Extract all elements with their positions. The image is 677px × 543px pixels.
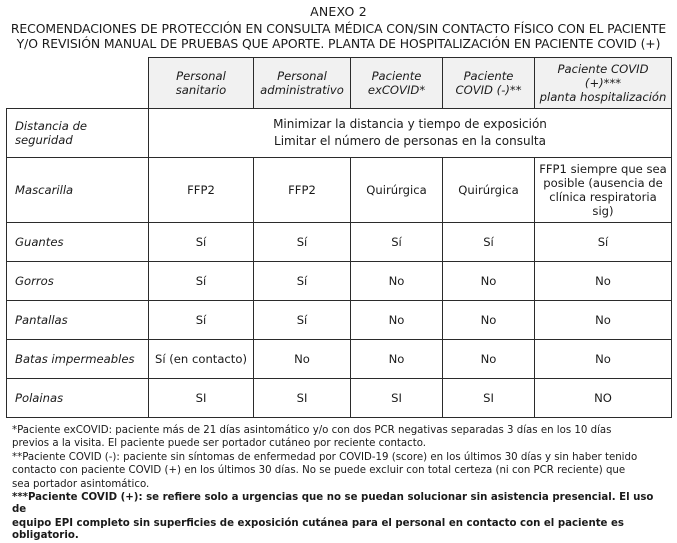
page-title-line-2: Y/O REVISIÓN MANUAL DE PRUEBAS QUE APORTE. PLANTA DE HOSPITALIZACIÓN EN PACIENTE COVID (+) [16, 36, 661, 51]
cell-batas-paciente-covid-positivo: No [535, 340, 672, 379]
column-header-line-1: Paciente [371, 69, 422, 83]
table-row-mascarilla [7, 158, 672, 223]
table-row-distancia [7, 109, 672, 158]
column-header-line-2: COVID (-)** [455, 83, 522, 97]
cell-batas-personal-sanitario: Sí (en contacto) [149, 340, 254, 379]
cell-polainas-paciente-excovid: SI [351, 379, 443, 418]
cell-line-1: Minimizar la distancia y tiempo de exposición [273, 117, 547, 131]
row-label-batas-impermeables: Batas impermeables [7, 340, 149, 379]
column-header-line-2: sanitario [175, 83, 227, 97]
cell-pantallas-personal-administrativo: Sí [254, 301, 351, 340]
table-row-polainas [7, 379, 672, 418]
row-label-mascarilla: Mascarilla [7, 158, 149, 223]
column-header-line-1: Personal [176, 69, 226, 83]
table-row-pantallas [7, 301, 672, 340]
cell-batas-paciente-excovid: No [351, 340, 443, 379]
column-header-paciente-covid-positivo [535, 58, 672, 109]
footnote-covid-negativo-line-3: sea portador asintomático. [12, 478, 150, 490]
row-label-line-2: seguridad [15, 133, 73, 147]
column-header-paciente-covid-negativo [443, 58, 535, 109]
cell-mascarilla-paciente-covid-positivo: FFP1 siempre que sea posible (ausencia de clínica respiratoria sig) [535, 158, 672, 223]
cell-mascarilla-paciente-excovid: Quirúrgica [351, 158, 443, 223]
page-title-line-1: RECOMENDACIONES DE PROTECCIÓN EN CONSULTA MÉDICA CON/SIN CONTACTO FÍSICO CON EL PACIENTE [10, 21, 667, 36]
cell-guantes-personal-administrativo: Sí [254, 223, 351, 262]
cell-polainas-paciente-covid-positivo: NO [535, 379, 672, 418]
column-header-paciente-excovid [351, 58, 443, 109]
cell-guantes-paciente-covid-negativo: Sí [443, 223, 535, 262]
column-header-line-1: Paciente COVID (+)*** [557, 62, 649, 90]
cell-guantes-paciente-covid-positivo: Sí [535, 223, 672, 262]
cell-batas-paciente-covid-negativo: No [443, 340, 535, 379]
cell-polainas-personal-sanitario: SI [149, 379, 254, 418]
cell-gorros-personal-administrativo: Sí [254, 262, 351, 301]
cell-mascarilla-paciente-covid-negativo: Quirúrgica [443, 158, 535, 223]
column-header-line-2: planta hospitalización [539, 90, 667, 104]
row-label-distancia [7, 109, 149, 158]
cell-guantes-paciente-excovid: Sí [351, 223, 443, 262]
page-title [6, 21, 671, 51]
cell-distancia-merged [149, 109, 672, 158]
row-label-guantes: Guantes [7, 223, 149, 262]
row-label-polainas: Polainas [7, 379, 149, 418]
footnote-excovid-line-1: *Paciente exCOVID: paciente más de 21 días asintomático y/o con dos PCR negativas separadas 3 días en los 10 días [12, 425, 612, 436]
column-header-line-2: exCOVID* [367, 83, 426, 97]
cell-gorros-paciente-covid-positivo: No [535, 262, 672, 301]
cell-polainas-personal-administrativo: SI [254, 379, 351, 418]
cell-pantallas-personal-sanitario: Sí [149, 301, 254, 340]
row-label-line-1: Distancia de [15, 119, 88, 133]
cell-mascarilla-personal-sanitario: FFP2 [149, 158, 254, 223]
table-row-guantes [7, 223, 672, 262]
footnote-covid-negativo-line-2: contacto con paciente COVID (+) en los últimos 30 días. No se puede excluir con total certeza (ni con PCR reciente) que [12, 465, 626, 477]
cell-mascarilla-personal-administrativo: FFP2 [254, 158, 351, 223]
cell-guantes-personal-sanitario: Sí [149, 223, 254, 262]
cell-pantallas-paciente-covid-negativo: No [443, 301, 535, 340]
cell-gorros-personal-sanitario: Sí [149, 262, 254, 301]
table-corner-cell [7, 58, 149, 109]
footnote-covid-negativo-line-1: **Paciente COVID (-): paciente sin síntomas de enfermedad por COVID-19 (score) en los últimos 30 días y sin haber tenido [12, 451, 638, 463]
column-header-line-2: administrativo [260, 83, 344, 97]
column-header-line-1: Paciente [463, 69, 514, 83]
annex-number: ANEXO 2 [310, 4, 367, 19]
column-header-personal-sanitario [149, 58, 254, 109]
table-row-batas-impermeables [7, 340, 672, 379]
cell-gorros-paciente-covid-negativo: No [443, 262, 535, 301]
column-header-personal-administrativo [254, 58, 351, 109]
cell-polainas-paciente-covid-negativo: SI [443, 379, 535, 418]
footnote-covid-positivo-line-1: ***Paciente COVID (+): se refiere solo a urgencias que no se puedan solucionar sin asistencia presencial. El uso de [12, 492, 654, 516]
recommendations-table [6, 57, 672, 418]
cell-batas-personal-administrativo: No [254, 340, 351, 379]
column-header-line-1: Personal [277, 69, 327, 83]
row-label-pantallas: Pantallas [7, 301, 149, 340]
cell-pantallas-paciente-covid-positivo: No [535, 301, 672, 340]
cell-pantallas-paciente-excovid: No [351, 301, 443, 340]
table-header-row [7, 58, 672, 109]
footnote-covid-positivo-line-2: equipo EPI completo sin superficies de exposición cutánea para el personal en contacto con el paciente es obligatorio. [12, 517, 624, 542]
row-label-gorros: Gorros [7, 262, 149, 301]
cell-line-2: Limitar el número de personas en la consulta [274, 134, 546, 148]
footnotes [12, 425, 667, 543]
footnote-excovid-line-2: previos a la visita. El paciente puede ser portador cutáneo por reciente contacto. [12, 438, 427, 450]
table-row-gorros [7, 262, 672, 301]
cell-gorros-paciente-excovid: No [351, 262, 443, 301]
